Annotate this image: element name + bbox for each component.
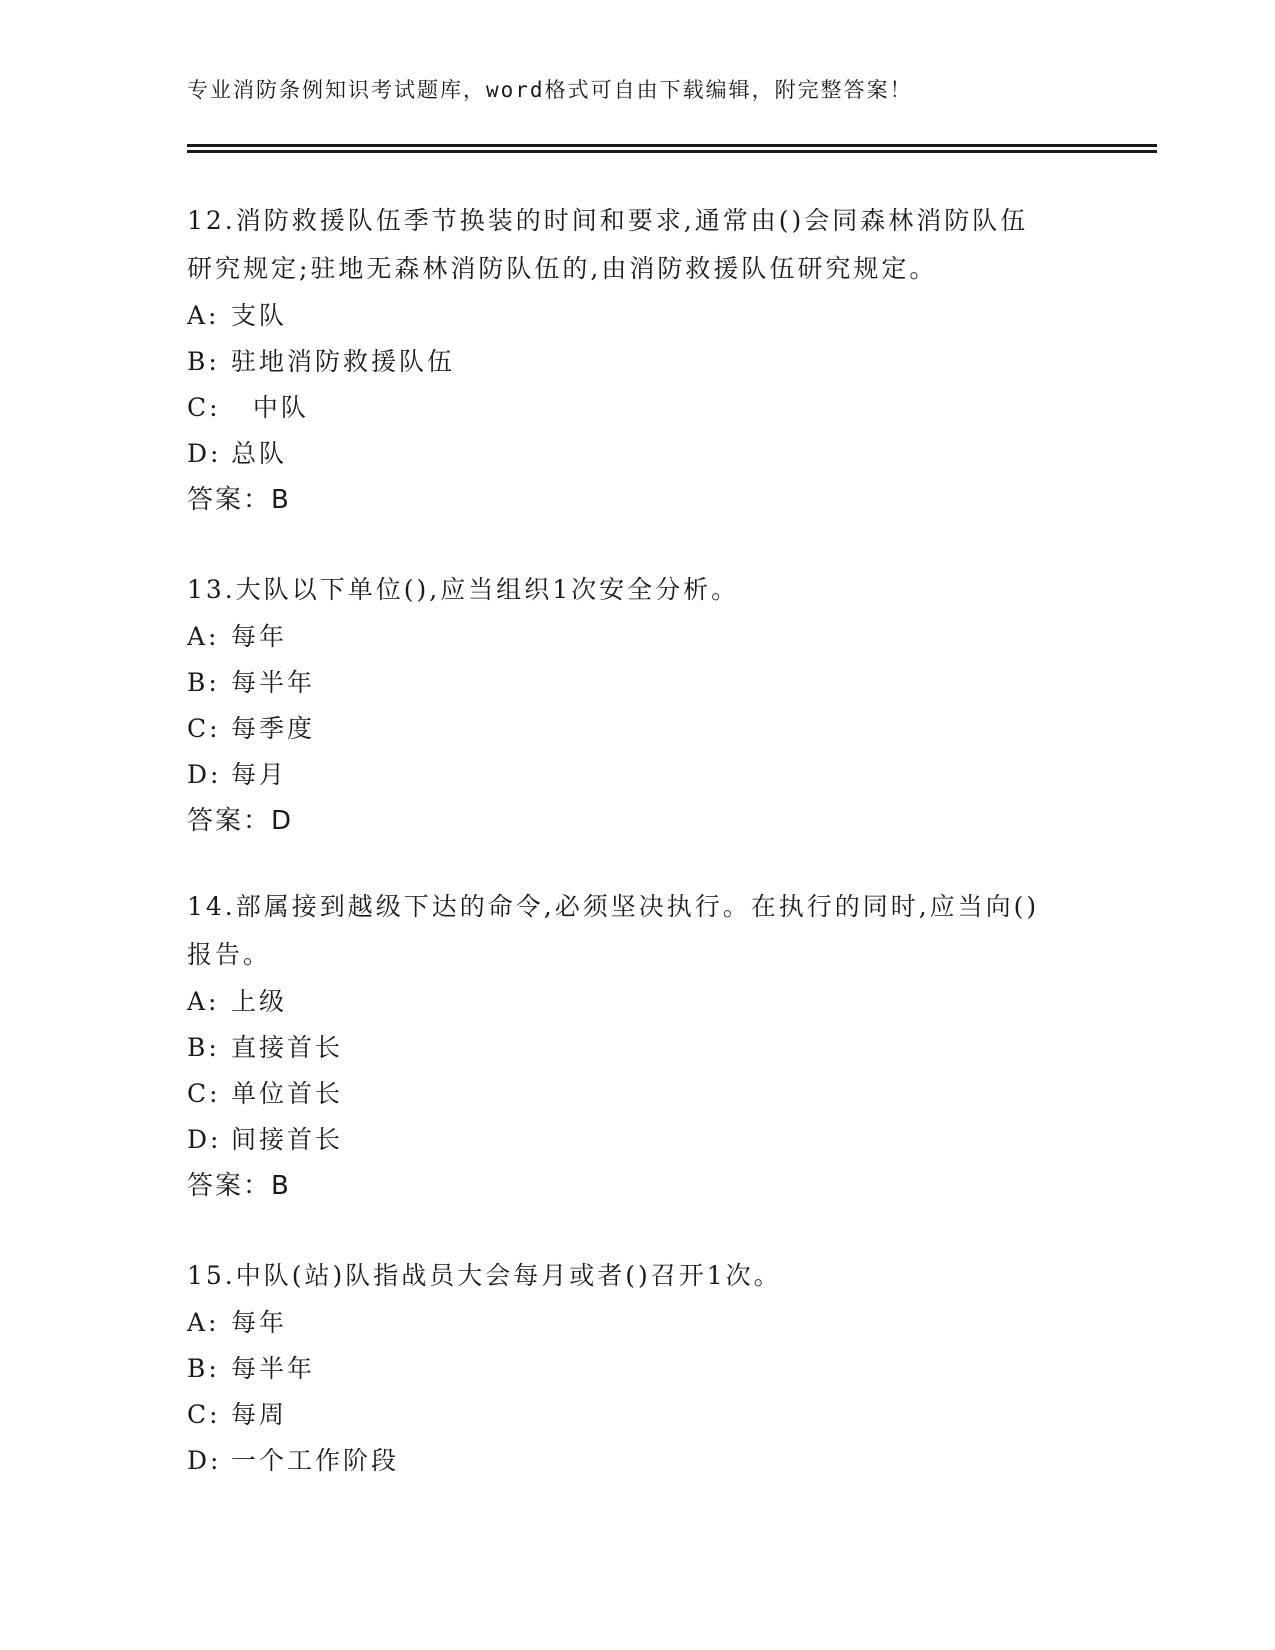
option-text: 每半年 (231, 1354, 316, 1383)
option-d (187, 752, 1087, 798)
header-rule-top (187, 144, 1157, 147)
option-label: C: (187, 1400, 221, 1429)
option-text: 间接首长 (231, 1125, 344, 1154)
option-label: C: (187, 1079, 221, 1108)
option-label: B: (187, 347, 220, 376)
option-text: 每月 (231, 760, 288, 789)
option-text: 每年 (231, 622, 288, 651)
option-c (187, 706, 1087, 752)
option-text: 每半年 (231, 668, 316, 697)
option-a (187, 293, 1087, 339)
option-a (187, 1300, 1087, 1346)
question-stem: 12.消防救援队伍季节换装的时间和要求,通常由()会同森林消防队伍 (187, 206, 1029, 235)
option-c (187, 385, 1087, 431)
option-b (187, 339, 1087, 385)
option-label: A: (187, 1308, 220, 1337)
option-text: 单位首长 (231, 1079, 344, 1108)
option-c (187, 1071, 1087, 1117)
question-15 (187, 1252, 1087, 1484)
page-header: 专业消防条例知识考试题库，word格式可自由下载编辑，附完整答案！ (187, 78, 913, 102)
header-rule-bottom (187, 150, 1157, 153)
question-stem: 报告。 (187, 940, 272, 969)
option-text: 支队 (231, 301, 288, 330)
option-d (187, 1438, 1087, 1484)
option-label: D: (187, 439, 222, 468)
option-text: 每季度 (231, 714, 316, 743)
option-text: 每年 (231, 1308, 288, 1337)
option-label: B: (187, 1033, 220, 1062)
question-stem: 研究规定;驻地无森林消防队伍的,由消防救援队伍研究规定。 (187, 254, 938, 283)
option-text: 每周 (231, 1400, 288, 1429)
option-text: 总队 (231, 439, 288, 468)
option-label: D: (187, 760, 222, 789)
option-text: 上级 (231, 987, 288, 1016)
answer: 答案：B (187, 485, 291, 515)
question-stem: 15.中队(站)队指战员大会每月或者()召开1次。 (187, 1261, 782, 1290)
option-label: A: (187, 622, 220, 651)
option-a (187, 614, 1087, 660)
option-text: 直接首长 (231, 1033, 344, 1062)
option-label: A: (187, 301, 220, 330)
option-label: C: (187, 393, 221, 422)
option-b (187, 660, 1087, 706)
option-text: 驻地消防救援队伍 (231, 347, 456, 376)
option-label: A: (187, 987, 220, 1016)
option-b (187, 1346, 1087, 1392)
option-label: C: (187, 714, 221, 743)
option-c (187, 1392, 1087, 1438)
option-label: B: (187, 668, 220, 697)
option-d (187, 1117, 1087, 1163)
answer: 答案：B (187, 1171, 291, 1201)
option-text: 中队 (231, 393, 309, 422)
option-text: 一个工作阶段 (231, 1446, 400, 1475)
option-d (187, 431, 1087, 477)
question-13 (187, 566, 1087, 844)
question-stem: 13.大队以下单位(),应当组织1次安全分析。 (187, 575, 740, 604)
option-a (187, 979, 1087, 1025)
option-label: B: (187, 1354, 220, 1383)
option-b (187, 1025, 1087, 1071)
answer: 答案：D (187, 806, 294, 836)
option-label: D: (187, 1125, 222, 1154)
question-14 (187, 883, 1087, 1209)
question-stem: 14.部属接到越级下达的命令,必须坚决执行。在执行的同时,应当向() (187, 892, 1040, 921)
question-12 (187, 197, 1087, 523)
option-label: D: (187, 1446, 222, 1475)
